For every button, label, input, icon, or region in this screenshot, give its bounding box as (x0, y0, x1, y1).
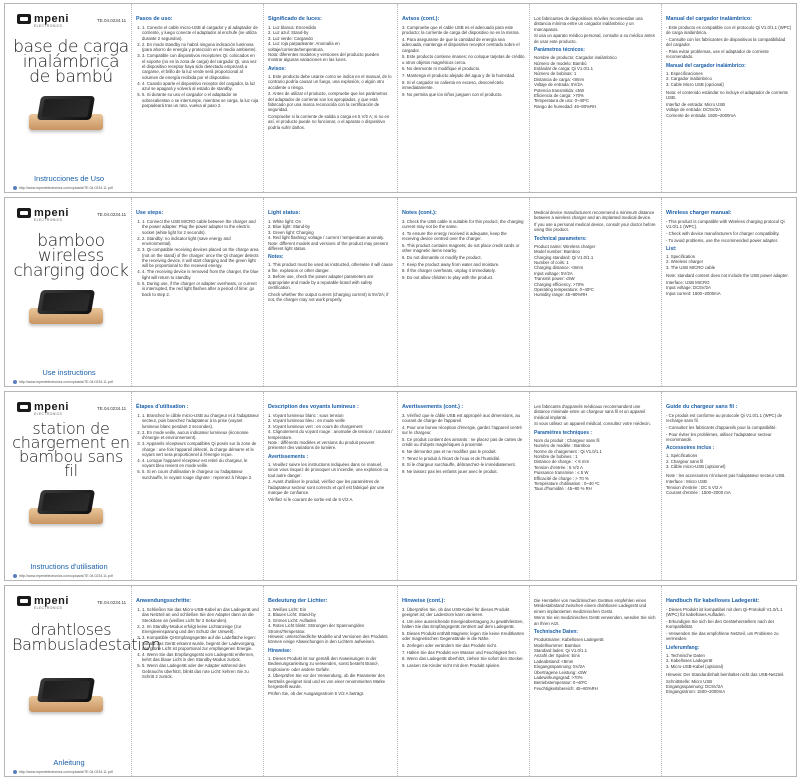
spec-list (534, 637, 657, 691)
note-text: 6. Do not dismantle or modify the product. (402, 255, 482, 260)
column-usage (131, 198, 263, 386)
spec-row: Transmit power: ≤5W (534, 276, 575, 282)
list-item: 4. Rotes Licht blinkt: Störungen der Spannung/des Stroms/Temperatur. (268, 623, 365, 634)
phone-on-pad (37, 490, 95, 514)
product-title: drahtloses Bambusladestation (12, 620, 161, 654)
spec-row: Voltaje de entrada: DC5V/2A (666, 107, 721, 113)
list-item: 4. 4. Cuando aparte el dispositivo receptor del cargador, la luz azul se apagará y volverá al estado de standby. (142, 81, 259, 92)
list-item: 1. White light: On (268, 219, 301, 224)
manual-link[interactable] (13, 186, 113, 190)
note-text: Compruebe si la corriente de salida o carga es 5 V/2 A; si no es así, el producto puede no funcionar, o el aparato o dispositivo podría sufrir daños. (268, 114, 390, 130)
column-manual (661, 392, 796, 580)
note-text: 6. Zerlegen oder verändern Sie das Produkt nicht. (402, 643, 498, 648)
column-manual (661, 586, 796, 776)
product-image (25, 286, 107, 334)
section-heading: Light status: (268, 210, 301, 216)
section-heading: Wireless charger manual: (666, 210, 732, 216)
note-text: 8. Si el cargador se calienta en exceso, desconéctelo inmediatamente. (402, 79, 504, 90)
spec-row: Model number: Bamboo (534, 249, 580, 255)
list-item: 3. Voyant lumineux vert : en cours de chargement (268, 423, 363, 429)
content-item: 2. Cargador inalámbrico (666, 76, 712, 82)
note-text: Les fabricants d'appareils médicaux recommandent une distance minimale entre un chargeur sans fil et un appareil médical implanté. (534, 404, 646, 420)
list-item: 5. 5. Si durante su uso el cargador o el adaptador se sobrecalientan o se interrumpe, mientras se carga, la luz roja parpadeará tras un rato, vuelva al paso 2. (142, 92, 259, 108)
list-item: 2. Blaues Licht: Stand-by (268, 612, 316, 618)
list-item: 4. Luz roja parpadeante: Anomalía en voltaje/corriente/temperatura. (268, 41, 340, 52)
brand-name: mpeni (34, 207, 69, 219)
document-code: TE.04.0234.11 (97, 18, 127, 23)
spec-row: Nombre de producto: Cargador inalámbrico (534, 55, 617, 61)
spec-row: Courant d'entrée : 1500~2000 mA (666, 490, 731, 496)
product-title: bamboo wireless charging dock (13, 231, 129, 281)
content-item: 3. Cable Micro USB (opcional) (666, 81, 724, 87)
list-item: 2. 2. Standby: no indicator light (save energy and environmental). (142, 236, 259, 247)
column-notes (397, 586, 529, 776)
list-item: 5. 5. Wenn das Ladegerät oder der Adapter während des Gebrauchs überhitzt, blinkt das rote Licht: kehren Sie zu Schritt 2 zurück. (142, 663, 259, 679)
lights-list (268, 413, 393, 451)
brand-mark-icon (17, 402, 31, 412)
brand-mark-icon (17, 14, 31, 24)
spec-row: Tension d'entrée : DC 5 V/2 A (666, 484, 723, 490)
lights-list (268, 607, 393, 645)
document-code: TE.04.0234.11 (97, 212, 127, 217)
note-text: 4. To ensure the energy received is adequate, keep the receiving device centred over the charger. (402, 231, 507, 242)
cover-panel (5, 392, 129, 580)
list-item: 4. Red light flashing: voltage / current / temperature anomaly. (268, 235, 384, 241)
note-text: 7. Keep the product away from water and moisture. (402, 261, 500, 267)
note-text: If you use a personal medical device, consult your doctor before using this product. (534, 222, 656, 233)
section-heading: Description des voyants lumineux : (268, 404, 359, 410)
column-notes (397, 4, 529, 192)
spec-list (534, 438, 657, 492)
list-item: 1. 1. Branchez le câble micro-USB au chargeur et à l'adaptateur secteur, puis branchez l'adaptateur à la prise (voyant lumineux blanc pendant 2 secondes). (142, 413, 259, 429)
product-title: station de chargement en bambou sans fil (12, 419, 130, 480)
steps-list (136, 607, 259, 680)
section-heading: Significado de luces: (268, 16, 322, 22)
spec-row: Temperatura de uso: 0~40ºC (534, 98, 589, 104)
note-text: 1. Este producto debe usarse como se indica en el manual, de lo contrario podría causar un fuego, una explosión, o algún otro accidente o riesgo. (268, 73, 392, 90)
section-heading: Bedeutung der Lichter: (268, 598, 328, 604)
spec-row: Eficiencia de carga: >70% (534, 93, 584, 99)
spec-row: Número de bobinas: 1 (534, 71, 577, 77)
note-text: Si usa un aparato médico personal, consulte a su médico antes de usar este producto. (534, 33, 655, 44)
note-text: 9. No permita que los niños jueguen con el producto. (402, 91, 503, 97)
note-text: 9. Do not allow children to play with the product. (402, 274, 494, 280)
brand-mark-icon (17, 596, 31, 606)
column-lights (263, 586, 397, 776)
spec-row: Feuchtigkeitsbereich: 45~80%RH (534, 685, 598, 691)
list-item: 3. 3. Qi-compatible receiving devices placed on the charge area (not on the stand) of the charger: once the Qi charger detects the receiving device, it will start charging and the green light will be proportional to the received energy. (142, 247, 259, 269)
phone-on-pad (37, 678, 95, 702)
note-text: Prüfen Sie, ob der Ausgangsstrom 5 V/2 A beträgt. (268, 690, 365, 696)
note-text: 1. Veuillez suivre les instructions indiquées dans ce manuel, sinon vous risquez de provoquer un incendie, une explosion ou tout autre danger. (268, 461, 389, 478)
note-text: 5. Este producto contiene imanes; no coloque tarjetas de crédito u otros objetos magnéticos cerca. (402, 54, 525, 65)
list-item: 4. Clignotement du voyant rouge : anomalie de tension / courant / température. (268, 429, 393, 440)
spec-row: Interfaz de entrada: Micro USB (666, 102, 725, 108)
content-item: 1. Technische Daten (666, 652, 705, 658)
list-item: 1. 1. Connect the USB MICRO cable between the charger and the power adapter. Plug the power adapter to the electric socket (white light for 2 seconds). (142, 219, 259, 235)
note-text: 2. Before use, check the power adapter parameters are appropriate and made by a reputable brand with safety certification. (268, 274, 374, 291)
column-specs (529, 4, 661, 192)
manual-link[interactable] (13, 770, 113, 774)
column-usage (131, 4, 263, 192)
content-item: 2. Wireless charger (666, 259, 704, 265)
spec-row: Nom du produit : Chargeur sans fil (534, 437, 600, 443)
note-text: 1. This product must be used as instructed, otherwise it will cause a fire, explosion or other danger. (268, 262, 393, 273)
note-text: Si vous utilisez un appareil médical, consultez votre médecin. (534, 421, 651, 427)
globe-icon (13, 770, 17, 774)
note-text: Los fabricantes de dispositivos móviles recomiendan una distancia mínima entre un cargador inalámbrico y un marcapasos. (534, 16, 643, 32)
spec-list (534, 55, 657, 109)
note-text: - To avoid problems, use the recommended power adapter. (666, 237, 779, 243)
note-text: 3. Überprüfen Sie, ob das USB-Kabel für dieses Produkt geeignet ist; der Ladestrom kann variieren. (402, 607, 510, 618)
manual-page-en (4, 197, 797, 387)
product-title: base de carga inalámbrica de bambú (13, 37, 129, 87)
section-heading: Manual del cargador inalámbrico: (666, 62, 746, 69)
list-item: Hinweis: unterschiedliche Modelle und Versionen des Produkts können einige Abweichungen in den Lichtern aufweisen. (268, 634, 388, 645)
content-item: 3. Câble micro-USB (optionnel) (666, 464, 726, 470)
steps-list (136, 25, 259, 108)
brand-logo (17, 207, 69, 222)
list-item: 3. Grünes Licht: Aufladen (268, 617, 317, 623)
brand-subtitle: ELECTRONICS (34, 606, 63, 610)
note-text: - Pour éviter les problèmes, utilisez l'adaptateur secteur recommandé. (666, 431, 772, 442)
note-text: 9. Ne laissez pas les enfants jouer avec le produit. (402, 468, 498, 474)
section-heading: Hinweise: (268, 647, 292, 654)
list-item: 5. 5. Si en cours d'utilisation le chargeur ou l'adaptateur surchauffe, le voyant rouge clignote : reprenez à l'étape 2. (142, 469, 259, 480)
brand-mark-icon (17, 208, 31, 218)
section-heading: Accessoires inclus : (666, 445, 715, 452)
manual-label: Instructions d'utilisation (30, 562, 108, 571)
note-text: 4. Pour une bonne réception d'énergie, gardez l'appareil centré sur le chargeur. (402, 425, 522, 436)
globe-icon (13, 186, 17, 190)
cover-panel (5, 198, 129, 386)
spec-row: Corriente de entrada: 1500~2000mA (666, 112, 736, 118)
note-text: 8. Wenn das Ladegerät überhitzt, ziehen Sie sofort den Stecker. (402, 656, 524, 662)
column-usage (131, 586, 263, 776)
content-item: 1. Specification (666, 254, 696, 259)
note-text: 8. If the charger overheats, unplug it immediately. (402, 268, 496, 274)
note-text: 5. This product contains magnets; do not place credit cards or other magnetic items nearby. (402, 243, 520, 254)
list-item: 2. 2. Im Standby-Modus erfolgt keine Lichtanzeige (zur Energieeinsparung und den Schutz der Umwelt). (142, 624, 259, 635)
note-text: Hinweis: Der Standardinhalt beinhaltet nicht das USB-Netzteil. (666, 672, 785, 678)
section-heading: Notes: (268, 254, 284, 261)
column-specs (529, 392, 661, 580)
spec-row: Input current: 1500~2000mA (666, 290, 721, 296)
list-item: Note: different models and versions of the product may present different light status. (268, 240, 388, 252)
lights-list (268, 25, 393, 63)
manual-label: Instrucciones de Uso (33, 174, 105, 183)
manual-link-text: http://www.mpenielectronics.com/uploads/TE.04.0234.11.pdf (19, 770, 113, 774)
spec-row: Ladewirkungsgrad: >70% (534, 675, 583, 681)
list-item: Nota: diferentes modelos y versiones del producto pueden mostrar algunas variaciones en las luces. (268, 52, 380, 63)
note-text: 5. Dieses Produkt enthält Magnete; legen Sie keine Kreditkarten oder magnetischen Gegenstände in die Nähe. (402, 631, 525, 642)
lights-list (268, 219, 393, 251)
list-item: 3. Green light: Charging (268, 229, 314, 235)
spec-row: Température d'utilisation : 0~40 ºC (534, 481, 600, 487)
spec-row: Charging distance: <8mm (534, 265, 584, 271)
spec-row: Produktname: Kabelloses Ladegerät (534, 637, 604, 643)
section-heading: Avertissements (cont.) : (402, 404, 464, 410)
section-heading: Anwendungsschritte: (136, 598, 192, 604)
product-image (25, 486, 107, 534)
note-text: Medical device manufacturers recommend a minimum distance between a wireless charger and an implanted medical device. (534, 210, 655, 221)
brand-name: mpeni (34, 401, 69, 413)
list-item: 3. 3. Appareils récepteurs compatibles Qi posés sur la zone de charge : une fois l'appareil détecté, la charge démarre et le voyant vert sera proportionnel à l'énergie reçue. (142, 441, 259, 457)
spec-row: Number of coils: 1 (534, 260, 569, 266)
note-text: 9. Lassen Sie Kinder nicht mit dem Produkt spielen. (402, 662, 501, 668)
note-text: 3. Check the USB cable is suitable for this product, the charging current may not be the same. (402, 219, 524, 230)
list-item: 2. Luz azul: Stand-by (268, 30, 309, 36)
section-heading: List: (666, 246, 677, 252)
spec-list (534, 244, 657, 298)
note-text: 6. Ne démontez pas et ne modifiez pas le produit. (402, 449, 497, 454)
globe-icon (13, 380, 17, 384)
list-item: 4. 4. Wenn Sie das Empfangsgerät vom Ladegerät entfernen, kehrt das blaue Licht in den Standby-Modus zurück. (142, 652, 259, 663)
list-item: 5. 5. During use, if the charger or adapter overheats, or current is interrupted, the red light flashes after a period of time: go back to step 2. (142, 281, 259, 297)
cover-panel (5, 4, 129, 192)
section-heading: Handbuch für kabelloses Ladegerät: (666, 598, 760, 604)
spec-row: Interface: USB MICRO (666, 279, 710, 285)
spec-row: Operating temperature: 0~40ºC (534, 287, 594, 293)
content-item: 3. Micro-USB-Kabel (optional) (666, 663, 724, 669)
manual-label: Use instructions (42, 368, 96, 377)
list-item: 2. 2. En mode veille, aucun indicateur lumineux (économie d'énergie et environnement). (142, 430, 259, 441)
list-item: 2. Blue light: Stand-by (268, 224, 311, 230)
section-heading: Pasos de uso: (136, 16, 173, 22)
note-text: Wenn Sie ein medizinisches Gerät verwenden, wenden Sie sich an Ihren Arzt. (534, 615, 656, 626)
product-image (25, 92, 107, 140)
content-item: 3. The USB MICRO cable (666, 264, 716, 270)
note-text: 4. Um eine ausreichende Energieübertragung zu gewährleisten, halten Sie das Empfangsgerät zentriert auf dem Ladegerät. (402, 619, 524, 630)
spec-row: Input voltage: 5V/2A (534, 270, 573, 276)
note-text: Check whether the output current (charging current) is 5V/2A; if not, the charger may not work properly. (268, 291, 389, 303)
spec-row: Ladeabstand: <8mm (534, 658, 574, 664)
note-text: - Consulte con los fabricantes de dispositivos la compatibilidad del cargador. (666, 37, 786, 48)
column-specs (529, 198, 661, 386)
brand-logo (17, 595, 69, 610)
note-text: Note : les accessoires n'incluent pas l'adaptateur secteur USB. (666, 472, 786, 478)
list-item: 1. Luz blanca: Encendido (268, 25, 317, 30)
note-text: - Check with device manufacturers for charger compatibility. (666, 231, 780, 236)
spec-row: Charging efficiency: >70% (534, 281, 584, 287)
steps-list (136, 219, 259, 297)
note-text: Note: standard content does not include the USB power adapter. (666, 273, 789, 279)
manual-link[interactable] (13, 574, 113, 578)
note-text: - Erkundigen Sie sich bei den Geräteherstellern nach der Kompatibilität. (666, 619, 775, 630)
spec-row: Estándar de carga: Qi V1.0/1.1 (534, 66, 593, 72)
list-item: 4. 4. Lorsque l'appareil récepteur est retiré du chargeur, le voyant bleu revient en mode veille. (142, 458, 259, 469)
note-text: - Consultez les fabricants d'appareils pour la compatibilité. (666, 425, 777, 430)
manual-link-text: http://www.mpenielectronics.com/uploads/TE.04.0234.11.pdf (19, 186, 113, 190)
brand-logo (17, 13, 69, 28)
section-heading: Avertissements : (268, 453, 309, 460)
list-item: Note : différents modèles et versions du produit peuvent présenter des variations de lumière. (268, 440, 375, 451)
note-text: 1. Dieses Produkt ist nur gemäß den Anweisungen in der Bedienungsanleitung zu verwenden, sonst besteht Brand-, Explosions- oder andere Gefahr. (268, 655, 380, 672)
manual-link-text: http://www.mpenielectronics.com/uploads/TE.04.0234.11.pdf (19, 574, 113, 578)
section-heading: Technische Daten: (534, 629, 579, 636)
spec-row: Rango de humedad: 45~80%RH (534, 103, 597, 109)
spec-row: Eingangsspannung: DC5V/2A (666, 684, 724, 690)
spec-row: Betriebstemperatur: 0~40ºC (534, 680, 588, 686)
manual-link-text: http://www.mpenielectronics.com/uploads/TE.04.0234.11.pdf (19, 380, 113, 384)
spec-row: Standard laden: Qi V1.0/1.1 (534, 648, 588, 654)
note-text: - Este producto es compatible con el protocolo Qi V1.0/1.1 (WPC) de carga inalámbrica. (666, 25, 792, 36)
spec-row: Distancia de carga: <8mm (534, 76, 585, 82)
steps-list (136, 413, 259, 480)
brand-name: mpeni (34, 13, 69, 25)
note-text: Die Hersteller von medizinischen Geräten empfehlen einen Mindestabstand zwischen einem drahtlosen Ladegerät und einem implantierten medizinischen Gerät. (534, 598, 647, 614)
spec-row: Humidity range: 45~80%RH (534, 292, 588, 298)
product-image (25, 674, 107, 722)
section-heading: Guide du chargeur sans fil : (666, 404, 738, 410)
brand-subtitle: ELECTRONICS (34, 24, 63, 28)
column-notes (397, 198, 529, 386)
spec-row: Modellnummer: Bambus (534, 642, 581, 648)
note-text: 3. Vérifiez que le câble USB est approprié aux dimensions, au courant de charge de l'appareil. (402, 413, 520, 424)
column-lights (263, 198, 397, 386)
note-text: Vérifiez si le courant de sortie est de 5 V/2 A. (268, 496, 354, 502)
section-heading: Hinweise (cont.): (402, 598, 446, 604)
section-heading: Paramètres techniques : (534, 429, 593, 436)
globe-icon (13, 574, 17, 578)
spec-row: Product name: Wireless charger (534, 243, 596, 249)
manual-link[interactable] (13, 380, 113, 384)
list-item: 2. Voyant lumineux bleu : en mode veille (268, 418, 345, 424)
manual-page-de (4, 585, 797, 777)
column-notes (397, 392, 529, 580)
column-manual (661, 4, 796, 192)
list-item: 3. 3. Compatible con dispositivos receptores Qi: colocados en el soporte (no en la zona de carga) del cargador Qi, una vez el dispositivo receptor haya sido detectado empezará a cargarse, el brillo de la luz verde será proporcional al volumen de energía recibida por el dispositivo. (142, 53, 259, 80)
content-item: 2. Kabelloses Ladegerät (666, 658, 713, 664)
list-item: 3. Luz verde: Cargando (268, 35, 313, 41)
section-heading: Use steps: (136, 210, 164, 216)
spec-row: Número de modelo: Bambú (534, 60, 587, 66)
list-item: 2. 2. En modo standby no habrá ninguna indicación luminosa (para ahorro de energía y protección en el medio ambiente). (142, 42, 259, 53)
manual-page-es (4, 3, 797, 193)
column-lights (263, 4, 397, 192)
spec-row: Interface : Micro USB (666, 479, 707, 485)
phone-on-pad (37, 290, 95, 314)
spec-row: Voltaje de entrada: 5V/2A (534, 82, 583, 88)
spec-row: Efficacité de charge : > 70 % (534, 475, 589, 481)
note-text: 8. Si le chargeur surchauffe, débranchez-le immédiatement. (402, 462, 516, 468)
cover-panel (5, 586, 161, 776)
spec-row: Schnittstelle: Micro USB (666, 678, 713, 684)
spec-row: Numéro de modèle : Bambou (534, 443, 591, 449)
spec-row: Nombre de bobines : 1 (534, 454, 578, 460)
section-heading: Notes (cont.): (402, 210, 437, 216)
manual-label: Anleitung (53, 758, 85, 767)
list-item: 4. 4. The receiving device is removed from the charger, the blue light will return to standby. (142, 269, 259, 280)
note-text: - Para evitar problemas, use el adaptador de corriente recomendado. (666, 49, 769, 60)
note-text: - Dieses Produkt ist kompatibel mit dem Qi-Protokoll V1.0/1.1 (WPC) für kabelloses Aufladen. (666, 607, 783, 618)
list-item: 1. 1. Conecte el cable micro-USB al cargador y al adaptador de corriente, y luego conecte el adaptador al enchufe (se utiliza durante 2 segundos). (142, 25, 259, 41)
spec-row: Eingangsstrom: 1500~2000mA (666, 689, 726, 695)
brand-subtitle: ELECTRONICS (34, 412, 63, 416)
list-item: 3. 3. Kompatible Qi-Empfangsgeräte auf die Ladefläche legen: Sobald das Gerät erkannt wurde, beginnt der Ladevorgang, das grüne Licht ist proportional zur empfangenen Energie. (142, 635, 259, 651)
spec-row: Übertragene Leistung: ≤5W (534, 669, 587, 675)
content-item: 1. Spécifications (666, 453, 698, 459)
column-lights (263, 392, 397, 580)
note-text: 2. Avant d'utiliser le produit, vérifiez que les paramètres de l'adaptateur secteur sont corrects et qu'il est fabriqué par une marque de confiance. (268, 479, 385, 496)
section-heading: Avisos (cont.): (402, 16, 440, 22)
note-text: - Ce produit est conforme au protocole Qi V1.0/1.1 (WPC) de recharge sans fil. (666, 413, 783, 424)
phone-on-pad (37, 96, 95, 120)
note-text: 3. Compruebe que el cable USB es el adecuado para este producto; la corriente de carga del dispositivo no es la misma. (402, 25, 520, 36)
spec-row: Puissance transmise : ≤ 5 W (534, 470, 589, 476)
note-text: Nota: el contenido estándar no incluye el adaptador de corriente USB. (666, 90, 789, 101)
section-heading: Étapes d'utilisation : (136, 404, 189, 410)
spec-row: Charging standard: Qi V1.0/1.1 (534, 254, 594, 260)
column-manual (661, 198, 796, 386)
section-heading: Parámetros técnicos: (534, 47, 585, 54)
column-specs (529, 586, 661, 776)
document-code: TE.04.0234.11 (97, 406, 127, 411)
brand-logo (17, 401, 69, 416)
brand-name: mpeni (34, 595, 69, 607)
column-usage (131, 392, 263, 580)
note-text: 7. Mantenga el producto alejado del agua y de la humedad. (402, 73, 516, 78)
list-item: 1. Weißes Licht: Ein (268, 607, 307, 612)
note-text: - This product is compatible with Wireless charging protocol Qi V1.0/1.1 (WPC). (666, 219, 785, 230)
note-text: 2. Antes de utilizar el producto, compruebe que los parámetros del adaptador de corriente son los apropiados, y que está fabricado por una marca reconocida con la certificación de seguridad. (268, 91, 388, 113)
note-text: 7. Tenez le produit à l'écart de l'eau et de l'humidité. (402, 455, 501, 461)
spec-row: Distance de charge : < 8 mm (534, 459, 590, 465)
section-heading: Avisos: (268, 65, 286, 72)
note-text: 2. Überprüfen Sie vor der Verwendung, ob die Parameter des Netzteils geeignet sind und es von einer renommierten Marke hergestellt wurde. (268, 673, 386, 690)
spec-row: Input voltage: DC5V/2A (666, 285, 711, 291)
note-text: 4. Para asegurarse de que la cantidad de energía sea adecuada, mantenga el dispositivo receptor centrado sobre el cargador. (402, 37, 520, 53)
spec-row: Norme de chargement : Qi V1.0/1.1 (534, 448, 602, 454)
manual-page-fr (4, 391, 797, 581)
spec-row: Potencia transmitida: ≤5W (534, 87, 585, 93)
note-text: 6. No desmonte ni modifique el producto. (402, 66, 481, 72)
section-heading: Manual del cargador inalámbrico: (666, 16, 752, 22)
section-heading: Technical parameters: (534, 235, 587, 242)
spec-row: Eingangsspannung: 5V/2A (534, 664, 585, 670)
list-item: 1. Voyant lumineux blanc : sous tension (268, 413, 344, 418)
brand-subtitle: ELECTRONICS (34, 218, 63, 222)
section-heading: Lieferumfang: (666, 644, 700, 651)
note-text: - Verwenden Sie das empfohlene Netzteil, um Probleme zu vermeiden. (666, 631, 779, 642)
spec-row: Tension d'entrée : 5 V/2 A (534, 464, 583, 470)
note-text: 5. Ce produit contient des aimants : ne placez pas de cartes de crédit ou d'objets magnétiques à proximité. (402, 437, 523, 448)
note-text: 7. Halten Sie das Produkt von Wasser und Feuchtigkeit fern. (402, 649, 517, 655)
spec-row: Anzahl der Spulen: Eins (534, 653, 580, 659)
document-code: TE.04.0234.11 (97, 600, 127, 605)
content-item: 2. Chargeur sans fil (666, 458, 704, 464)
content-item: 1. Especificaciones (666, 70, 703, 76)
spec-row: Taux d'humidité : 45~80 % RH (534, 486, 592, 492)
list-item: 1. 1. Schließen Sie das Micro-USB-Kabel an das Ladegerät und das Netzteil an und schließen Sie den Adapter dann an die Steckdose an (weißes Licht für 2 Sekunden). (142, 607, 259, 623)
